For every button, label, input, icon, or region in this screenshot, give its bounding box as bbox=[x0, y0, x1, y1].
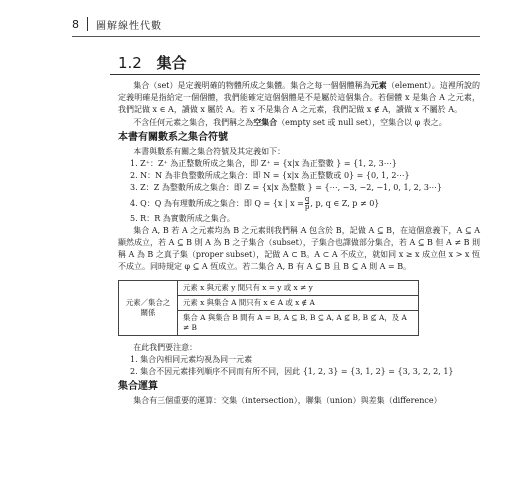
section-title: 集合 bbox=[156, 54, 187, 72]
intro-paragraph-2: 不含任何元素之集合，我們稱之為空集合（empty set 或 null set），空集合以 φ 表之。 bbox=[133, 117, 447, 127]
page-content bbox=[118, 80, 480, 407]
number-sets-list bbox=[118, 158, 480, 225]
table-row: 元素 x 與元素 y 間只有 x = y 或 x ≠ y bbox=[178, 280, 419, 295]
page-number: 8 bbox=[72, 17, 79, 31]
number-sets-lead: 本書與數系有關之集合符號及其定義如下： bbox=[133, 146, 286, 156]
section-number: 1.2 bbox=[118, 54, 142, 72]
notes-list bbox=[118, 354, 480, 378]
notes-lead: 在此我們要注意： bbox=[133, 342, 198, 352]
table-row: 元素 x 與集合 A 間只有 x ∈ A 或 x ∉ A bbox=[178, 295, 419, 310]
header-divider bbox=[87, 17, 88, 31]
list-item: 2. 集合不因元素排列順序不同而有所不同，因此 {1, 2, 3} = {3, 1, 2} = {3, 3, 2, 2, 1} bbox=[130, 367, 454, 377]
subset-paragraph: 集合 A, B 若 A 之元素均為 B 之元素則我們稱 A 包含於 B，記做 A ⊆ B，在這個意義下，A ⊆ A 顯然成立，若 A ⊆ B 則 A 為 B 之子集合（subset），子集合也譯做部分集合，若 A ⊆ B 但 A ≠ B 則稱 A 為 B 之真子集（proper subset），記做 A ⊂ B。A ⊂ A 不成立，就如同 x ≥ x 成立但 x > x 恆不成立。同時規定 φ ⊆ A 恆成立。若二集合 A, B 有 A ⊆ B 且 B ⊆ A 則 A = B。 bbox=[118, 225, 480, 272]
book-title: 圖解線性代數 bbox=[96, 20, 162, 32]
section-heading bbox=[118, 52, 187, 73]
term-empty-set: 空集合 bbox=[253, 117, 278, 127]
section-rule bbox=[110, 74, 480, 75]
running-header bbox=[72, 14, 480, 34]
list-item: 2. N：N 為非負整數所成之集合：即 N = {x|x 為正整數或 0} = {0, 1, 2⋯} bbox=[130, 171, 410, 181]
term-element: 元素 bbox=[370, 81, 387, 90]
header-rule bbox=[72, 36, 480, 37]
subsection-title-set-operations: 集合運算 bbox=[118, 381, 158, 393]
list-item: 5. R：R 為實數所成之集合。 bbox=[130, 213, 235, 223]
table-row: 集合 A 與集合 B 間有 A = B, A ⊆ B, B ⊆ A, A ⊈ B, B ⊈ A，及 A ≠ B bbox=[178, 310, 419, 335]
subsection-title-number-sets: 本書有關數系之集合符號 bbox=[118, 131, 228, 143]
intro-paragraph-1: 集合（set）是定義明確的物體所成之集體。集合之每一個個體稱為元素（element）。這裡所說的定義明確是指給定一個個體，我們能確定這個個體是不是屬於這個集合。若個體 x 是集合 A 之元素，我們記做 x ∈ A，讀做 x 屬於 A。若 x 不是集合 A 之元素，我們記做 x ∉ A，讀做 x 不屬於 A。 bbox=[118, 81, 480, 115]
list-item: 3. Z：Z 為整數所成之集合：即 Z = {x|x 為整數 } = {⋯, −3, −2, −1, 0, 1, 2, 3⋯} bbox=[130, 183, 443, 193]
list-item: 1. Z⁺：Z⁺ 為正整數所成之集合，即 Z⁺ = {x|x 為正整數 } = {1, 2, 3⋯} bbox=[130, 159, 397, 169]
list-item: 1. 集合內相同元素均視為同一元素 bbox=[130, 354, 253, 364]
list-item-rationals: 4. Q：Q 為有理數所成之集合：即 Q = {x | x = $\frac{q}{p}$ , p, q ∈ Z, p ≠ 0} bbox=[130, 195, 380, 212]
fraction: $\frac{q}{p}$ bbox=[304, 195, 310, 212]
relation-table-label: 元素／集合之關係 bbox=[119, 280, 178, 335]
set-operations-paragraph: 集合有三個重要的運算：交集（intersection），聯集（union）與差集（difference） bbox=[133, 396, 442, 406]
relation-table bbox=[118, 280, 419, 336]
